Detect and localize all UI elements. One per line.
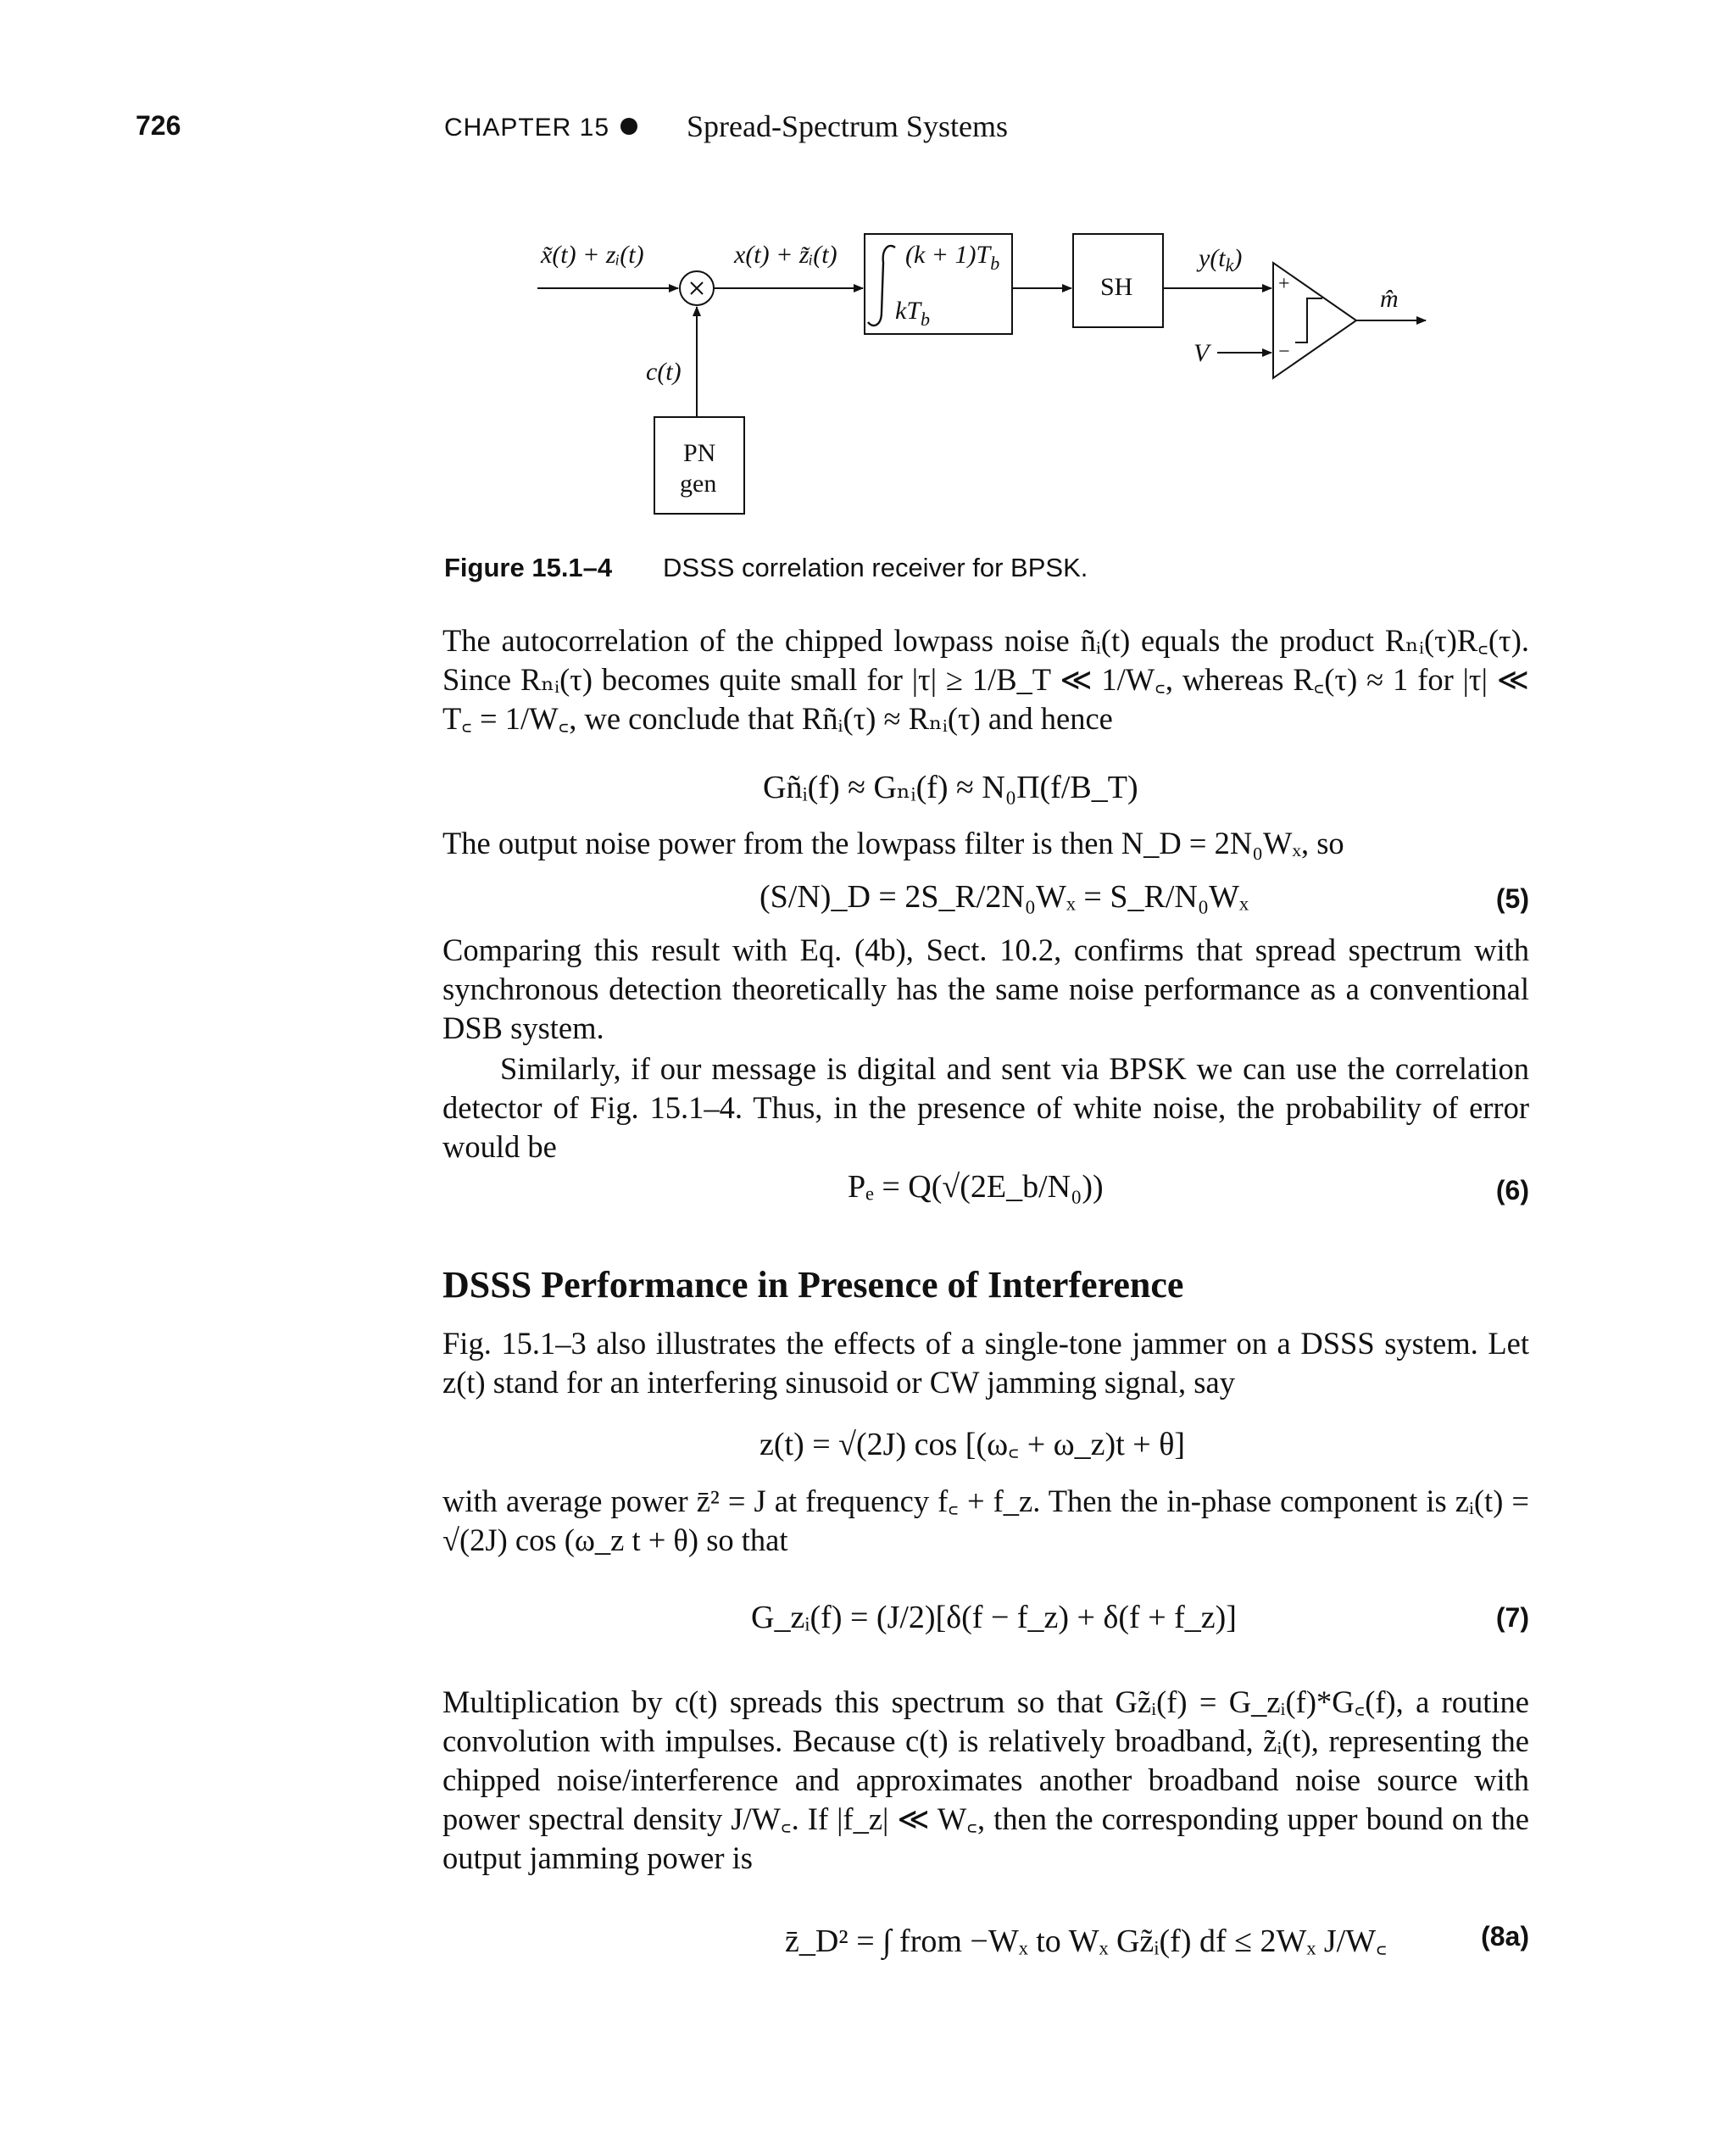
equation-5: (S/N)_D = 2S_R/2N₀Wₓ = S_R/N₀Wₓ [760, 879, 1249, 915]
sh-label: SH [1100, 273, 1133, 301]
input-label: x̃(t) + zᵢ(t) [541, 241, 644, 269]
equation-7-number: (7) [1495, 1602, 1529, 1633]
page-number: 726 [136, 110, 181, 141]
carrier-label: c(t) [646, 358, 682, 386]
equation-7: G_zᵢ(f) = (J/2)[δ(f − f_z) + δ(f + f_z)] [751, 1600, 1237, 1635]
pn-label-line2: gen [680, 470, 717, 498]
section-heading: DSSS Performance in Presence of Interference [442, 1264, 1184, 1306]
equation-jamming-signal: z(t) = √(2J) cos [(ω꜀ + ω_z)t + θ] [760, 1427, 1186, 1462]
equation-8a-number: (8a) [1481, 1921, 1529, 1951]
equation-8a: z̄_D² = ∫ from −Wₓ to Wₓ Gz̃ᵢ(f) df ≤ 2Wₓ J/W꜀ [785, 1924, 1388, 1959]
integrator-upper-limit: $(k + 1)T_b$ [905, 241, 1000, 274]
correlation-receiver-diagram [526, 229, 1458, 534]
figure-caption-label: Figure 15.1–4 [444, 553, 613, 582]
paragraph-spreading: Multiplication by c(t) spreads this spectrum so that Gz̃ᵢ(f) = G_zᵢ(f)*G꜀(f), a routine convolution with impulses. Because c(t) is relatively broadband, z̃ᵢ(t), representing the chipped noise/interference and approximates another broadband noise source with power spectral density J/W꜀. If |f_z| ≪ W꜀, then the corresponding upper bound on the output jamming power is [442, 1684, 1529, 1875]
plus-input-label: + [1278, 273, 1290, 295]
header-bullet [620, 118, 637, 135]
chapter-label: CHAPTER 15 [444, 114, 610, 142]
equation-6: Pₑ = Q(√(2E_b/N₀)) [848, 1169, 1104, 1205]
equation-5-number: (5) [1495, 883, 1529, 914]
minus-input-label: − [1278, 341, 1290, 363]
paragraph-average-power: with average power z̄² = J at frequency f꜀ + f_z. Then the in-phase component is zᵢ(t) = √(2J) cos (ω_z t + θ) so that [442, 1484, 1529, 1557]
paragraph-comparison: Comparing this result with Eq. (4b), Sect. 10.2, confirms that spread spectrum with synchronous detection theoretically has the same noise performance as a conventional DSB system. [442, 933, 1529, 1045]
figure-caption-text: DSSS correlation receiver for BPSK. [663, 553, 1088, 582]
chapter-title: Spread-Spectrum Systems [687, 109, 1008, 143]
equation-6-number: (6) [1495, 1175, 1529, 1205]
integrator-lower-limit: $kT_b$ [895, 297, 930, 330]
paragraph-bpsk: Similarly, if our message is digital and sent via BPSK we can use the correlation detector of Fig. 15.1–4. Thus, in the presence of white noise, the probability of error would be [442, 1051, 1529, 1164]
paragraph-output-noise: The output noise power from the lowpass filter is then N_D = 2N₀Wₓ, so [442, 826, 1344, 860]
pn-label-line1: PN [683, 439, 716, 467]
sample-output-label: $y(t_k)$ [1199, 244, 1243, 276]
threshold-label: V [1194, 339, 1210, 367]
paragraph-jammer: Fig. 15.1–3 also illustrates the effects of a single-tone jammer on a DSSS system. Let z(t) stand for an interfering sinusoid or CW jamming signal, say [442, 1326, 1529, 1400]
equation-noise-psd: Gñᵢ(f) ≈ Gₙᵢ(f) ≈ N₀Π(f/B_T) [763, 770, 1138, 805]
output-label: m̂ [1380, 285, 1399, 313]
mixer-out-label: x(t) + z̃ᵢ(t) [734, 241, 837, 269]
paragraph-autocorrelation: The autocorrelation of the chipped lowpass noise ñᵢ(t) equals the product Rₙᵢ(τ)R꜀(τ). Since Rₙᵢ(τ) becomes quite small for |τ| ≥ 1/B_T ≪ 1/W꜀, whereas R꜀(τ) ≈ 1 for |τ| ≪ T꜀ = 1/W꜀, we conclude that Rñᵢ(τ) ≈ Rₙᵢ(τ) and hence [442, 623, 1529, 736]
